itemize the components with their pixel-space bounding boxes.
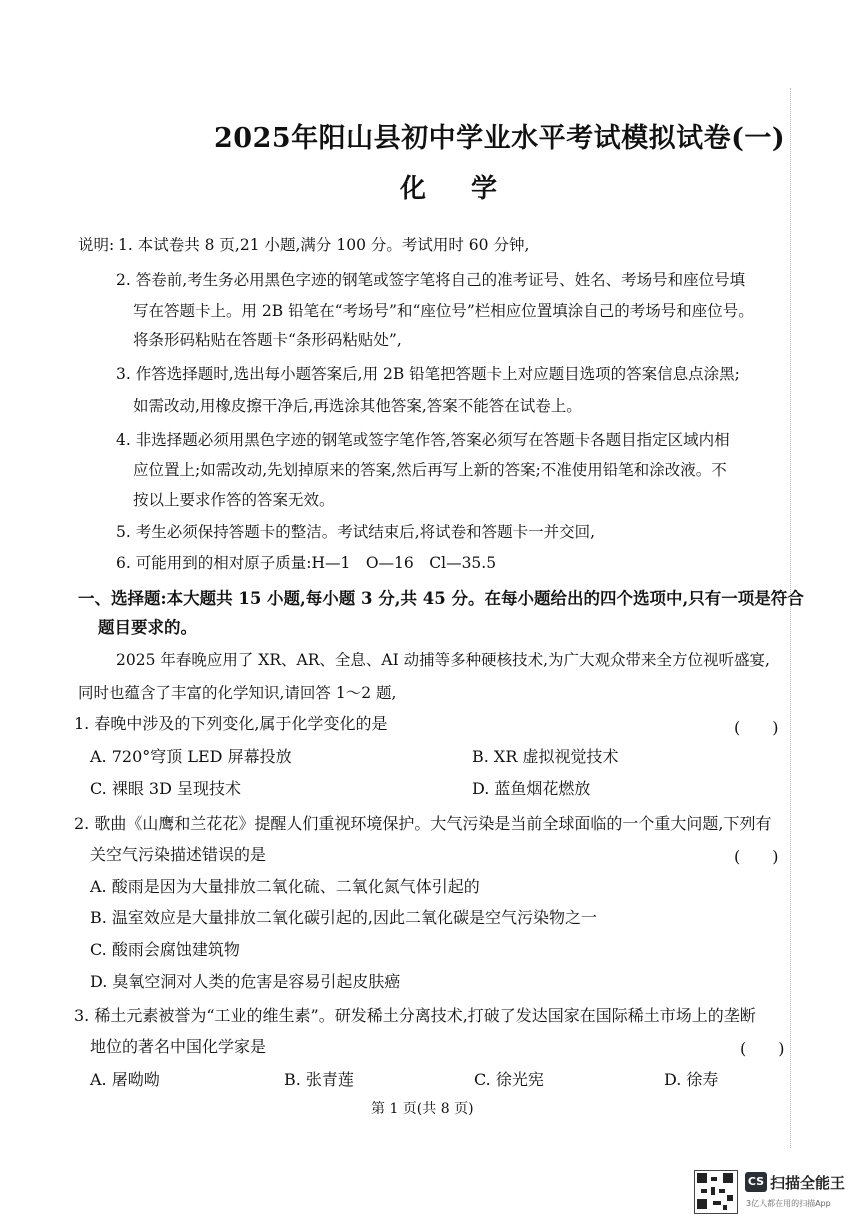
option-d: D. 臭氧空洞对人类的危害是容易引起皮肤癌 [90, 972, 401, 991]
instruction-1: 1. 本试卷共 8 页,21 小题,满分 100 分。考试用时 60 分钟, [118, 236, 530, 254]
instruction-3b: 如需改动,用橡皮擦干净后,再选涂其他答案,答案不能答在试卷上。 [133, 397, 582, 415]
section-heading-cont: 题目要求的。 [98, 618, 197, 637]
answer-bracket: ( ) [734, 847, 779, 866]
question-stem-cont: 关空气污染描述错误的是 [90, 845, 267, 864]
instruction-4c: 按以上要求作答的答案无效。 [133, 491, 335, 509]
option-a: A. 720°穹顶 LED 屏幕投放 [90, 747, 292, 766]
instruction-5: 5. 考生必须保持答题卡的整洁。考试结束后,将试卷和答题卡一并交回, [116, 523, 596, 541]
instruction-6: 6. 可能用到的相对原子质量:H—1 O—16 Cl—35.5 [116, 554, 497, 572]
question-stem-cont: 地位的著名中国化学家是 [90, 1037, 267, 1056]
subject-title: 化 学 [400, 174, 516, 204]
option-d: D. 徐寿 [664, 1070, 719, 1089]
context-paragraph: 2025 年春晚应用了 XR、AR、全息、AI 动捕等多种硬核技术,为广大观众带来全方位视听盛宴, [116, 651, 770, 669]
option-b: B. 温室效应是大量排放二氧化碳引起的,因此二氧化碳是空气污染物之一 [90, 908, 598, 927]
option-b: B. XR 虚拟视觉技术 [472, 747, 619, 766]
instruction-3a: 3. 作答选择题时,选出每小题答案后,用 2B 铅笔把答题卡上对应题目选项的答案信息点涂黑; [116, 365, 740, 383]
scan-edge [790, 88, 791, 1148]
question-stem: 2. 歌曲《山鹰和兰花花》提醒人们重视环境保护。大气污染是当前全球面临的一个重大问题,下列有 [74, 814, 772, 833]
option-a: A. 酸雨是因为大量排放二氧化硫、二氧化氮气体引起的 [90, 877, 480, 896]
instruction-2c: 将条形码粘贴在答题卡“条形码粘贴处”, [133, 331, 402, 349]
instruction-2a: 2. 答卷前,考生务必用黑色字迹的钢笔或签字笔将自己的准考证号、姓名、考场号和座位号填 [116, 271, 746, 289]
context-paragraph-cont: 同时也蕴含了丰富的化学知识,请回答 1～2 题, [78, 684, 397, 702]
question-stem: 3. 稀土元素被誉为“工业的维生素”。研发稀土分离技术,打破了发达国家在国际稀土市场上的垄断 [74, 1006, 756, 1025]
section-heading: 一、选择题:本大题共 15 小题,每小题 3 分,共 45 分。在每小题给出的四个选项中,只有一项是符合 [78, 589, 804, 608]
answer-bracket: ( ) [740, 1039, 785, 1058]
option-c: C. 裸眼 3D 呈现技术 [90, 779, 242, 798]
qr-code-icon [694, 1170, 738, 1214]
cs-logo-icon: CS [745, 1172, 767, 1192]
question-stem: 1. 春晚中涉及的下列变化,属于化学变化的是 [74, 714, 388, 733]
instruction-2b: 写在答题卡上。用 2B 铅笔在“考场号”和“座位号”栏相应位置填涂自己的考场号和座位号。 [133, 302, 754, 320]
scanner-brand: 扫描全能王 [770, 1174, 846, 1192]
option-d: D. 蓝鱼烟花燃放 [472, 779, 591, 798]
instructions-label: 说明: [78, 236, 115, 254]
instruction-4b: 应位置上;如需改动,先划掉原来的答案,然后再写上新的答案;不准使用铅笔和涂改液。不 [133, 461, 727, 479]
scanner-tagline: 3亿人都在用的扫描App [746, 1199, 831, 1208]
instruction-4a: 4. 非选择题必须用黑色字迹的钢笔或签字笔作答,答案必须写在答题卡各题目指定区域内相 [116, 431, 730, 449]
option-b: B. 张青莲 [284, 1070, 354, 1089]
exam-title: 2025年阳山县初中学业水平考试模拟试卷(一) [214, 123, 786, 154]
option-c: C. 徐光宪 [474, 1070, 544, 1089]
option-a: A. 屠呦呦 [90, 1070, 160, 1089]
page-number: 第 1 页(共 8 页) [371, 1101, 474, 1117]
option-c: C. 酸雨会腐蚀建筑物 [90, 940, 240, 959]
answer-bracket: ( ) [734, 718, 779, 737]
